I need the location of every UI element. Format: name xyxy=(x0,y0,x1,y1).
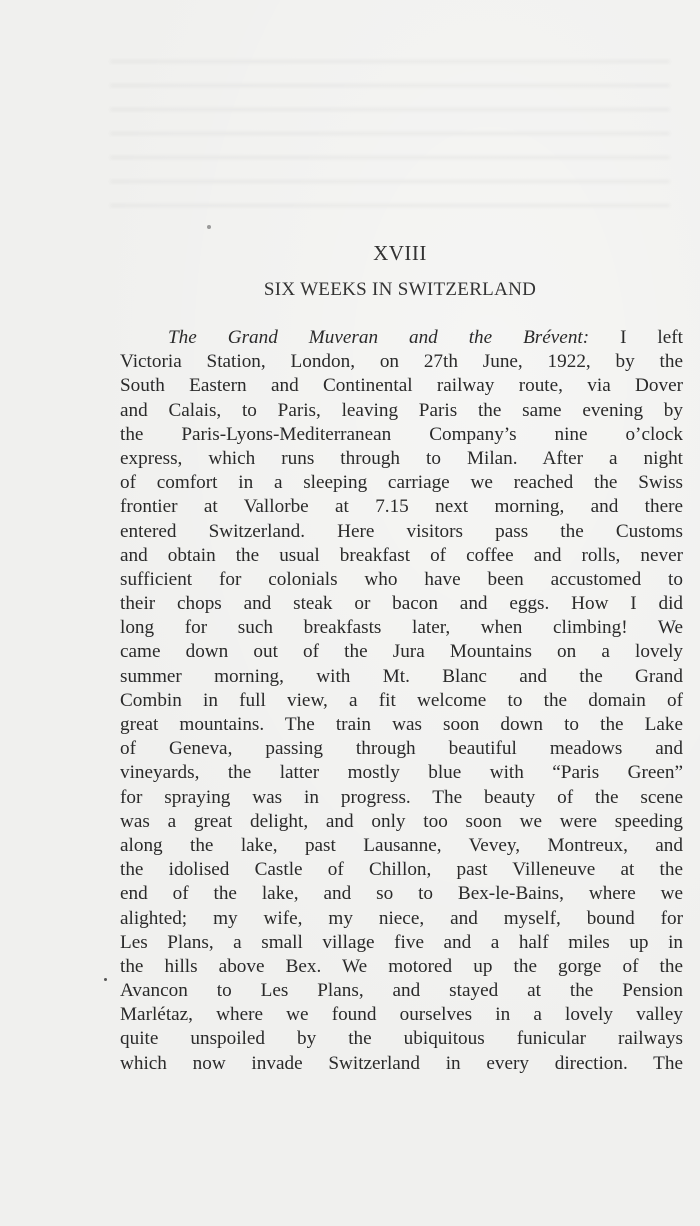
text-line: entered Switzerland. Here visitors pass the Customs xyxy=(120,520,683,542)
first-line-rest: I left xyxy=(589,327,683,348)
text-line: of Geneva, passing through beautiful meadows and xyxy=(120,738,683,760)
show-through-text xyxy=(110,60,670,220)
text-line: the hills above Bex. We motored up the gorge of the xyxy=(120,955,683,977)
paragraph-first-line xyxy=(120,326,683,350)
text-line: Victoria Station, London, on 27th June, 1922, by the xyxy=(120,351,683,373)
text-line: express, which runs through to Milan. After a night xyxy=(120,447,683,469)
text-line: summer morning, with Mt. Blanc and the Grand xyxy=(120,665,683,687)
text-line: quite unspoiled by the ubiquitous funicular railways xyxy=(120,1028,683,1050)
text-line: South Eastern and Continental railway route, via Dover xyxy=(120,375,683,397)
chapter-title: SIX WEEKS IN SWITZERLAND xyxy=(263,279,537,300)
text-line: of comfort in a sleeping carriage we reached the Swiss xyxy=(120,472,683,494)
text-line: vineyards, the latter mostly blue with “Paris Green” xyxy=(120,762,683,784)
text-line: Combin in full view, a fit welcome to the domain of xyxy=(120,689,683,711)
text-line: the Paris-Lyons-Mediterranean Company’s nine o’clock xyxy=(120,423,683,445)
text-line: Marlétaz, where we found ourselves in a lovely valley xyxy=(120,1004,683,1026)
chapter-number: XVIII xyxy=(373,241,427,265)
text-line: Avancon to Les Plans, and stayed at the Pension xyxy=(120,980,683,1002)
text-line: sufficient for colonials who have been accustomed to xyxy=(120,568,683,590)
text-line: long for such breakfasts later, when climbing! We xyxy=(120,617,683,639)
section-lead-italic: The Grand Muveran and the Brévent: xyxy=(168,327,590,348)
text-line: their chops and steak or bacon and eggs. How I did xyxy=(120,593,683,615)
text-line: along the lake, past Lausanne, Vevey, Montreux, and xyxy=(120,834,683,856)
text-line: end of the lake, and so to Bex-le-Bains, where we xyxy=(120,883,683,905)
text-line: alighted; my wife, my niece, and myself, bound for xyxy=(120,907,683,929)
text-line: for spraying was in progress. The beauty of the scene xyxy=(120,786,683,808)
body-paragraph xyxy=(120,326,683,1076)
text-line: and obtain the usual breakfast of coffee and rolls, never xyxy=(120,544,683,566)
text-line: which now invade Switzerland in every direction. The xyxy=(120,1052,683,1074)
text-line: the idolised Castle of Chillon, past Villeneuve at the xyxy=(120,859,683,881)
text-line: came down out of the Jura Mountains on a lovely xyxy=(120,641,683,663)
text-line: Les Plans, a small village five and a half miles up in xyxy=(120,931,683,953)
text-line: frontier at Vallorbe at 7.15 next morning, and there xyxy=(120,496,683,518)
text-line: great mountains. The train was soon down to the Lake xyxy=(120,714,683,735)
paper-speck xyxy=(207,225,211,229)
paper-speck xyxy=(104,978,107,981)
text-line: and Calais, to Paris, leaving Paris the same evening by xyxy=(120,399,683,421)
text-line: was a great delight, and only too soon we were speeding xyxy=(120,810,683,832)
